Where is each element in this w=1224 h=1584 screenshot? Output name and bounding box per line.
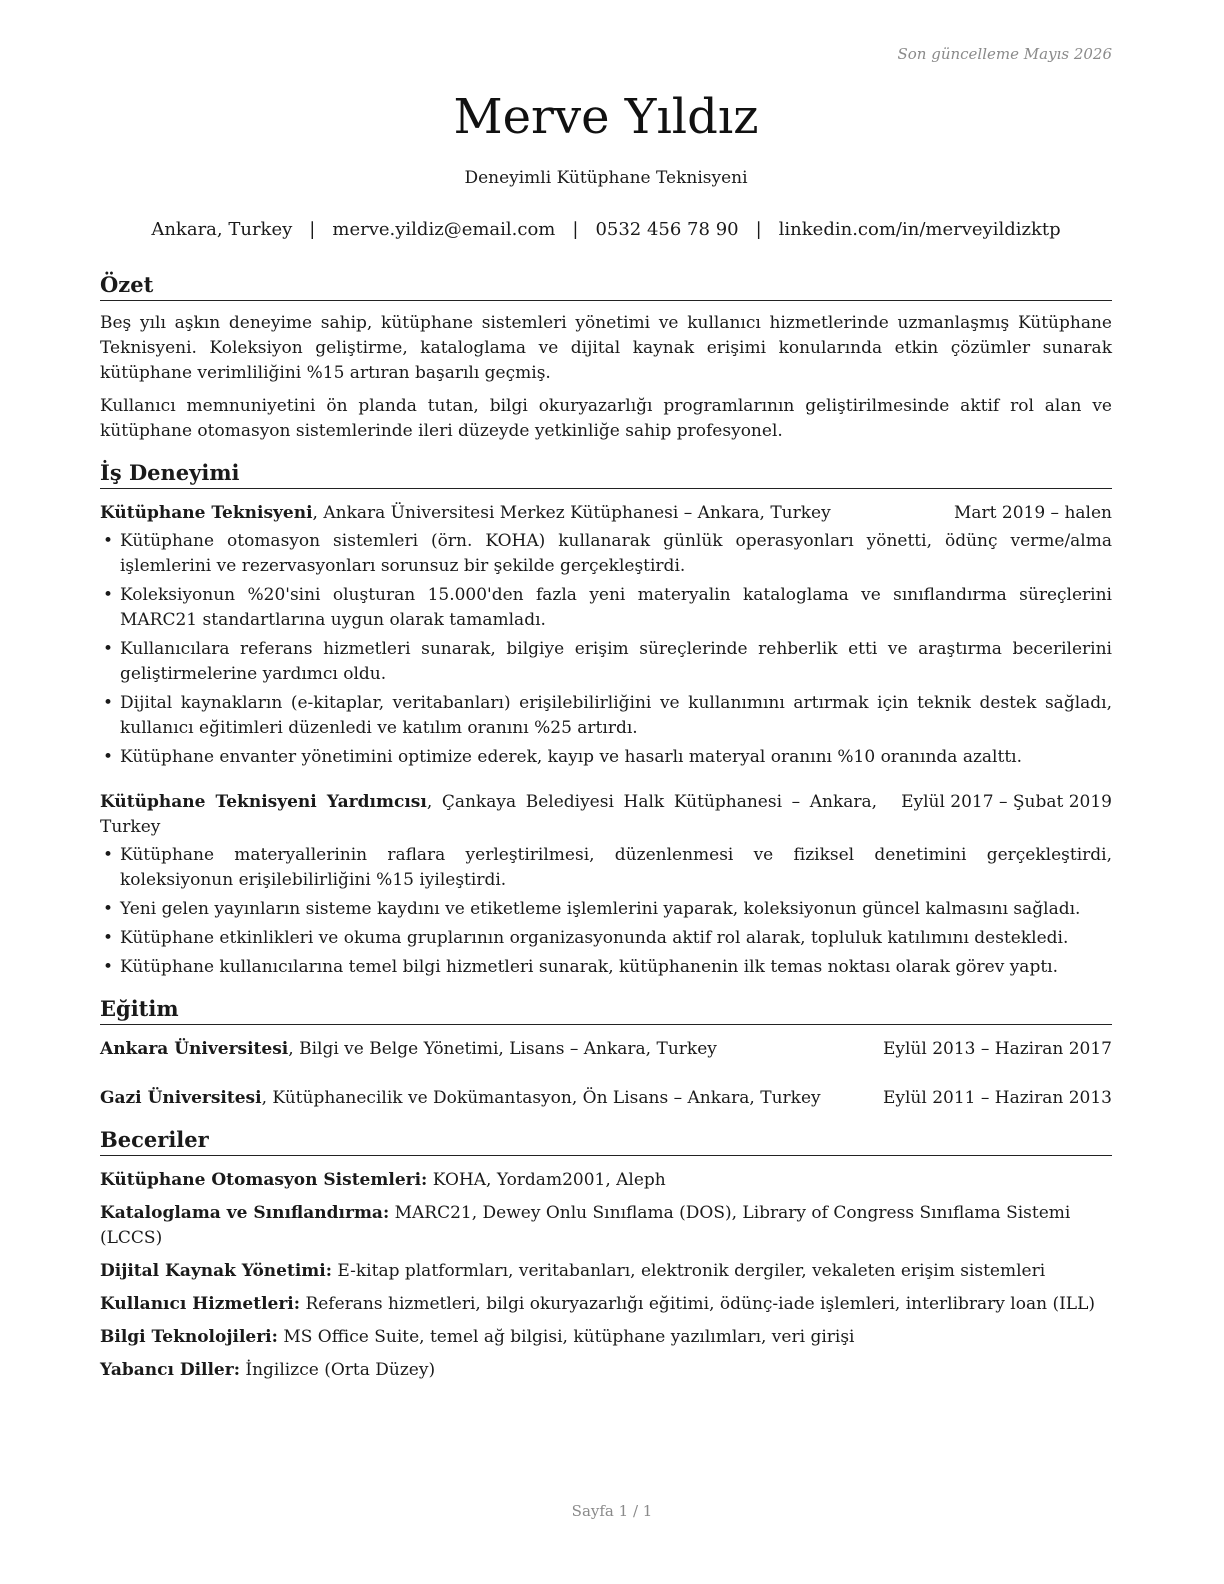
page-number: Sayfa 1 / 1	[571, 1502, 653, 1520]
skill-row	[100, 1292, 1112, 1317]
list-item: • Kütüphane etkinlikleri ve okuma gruplarının organizasyonunda aktif rol alarak, topluluk katılımını destekledi.	[100, 926, 1112, 951]
job-title-line	[100, 790, 901, 840]
job-organization: , Çankaya Belediyesi Halk Kütüphanesi – Ankara, Turkey	[100, 792, 878, 837]
last-updated: Son güncelleme Mayıs 2026	[897, 45, 1112, 63]
list-item: • Koleksiyonun %20'sini oluşturan 15.000'den fazla yeni materyalin kataloglama ve sınıflandırma süreçlerini MARC21 standartlarına uygun olarak tamamladı.	[100, 583, 1112, 633]
contact-line	[100, 219, 1112, 240]
skill-label: Kütüphane Otomasyon Sistemleri:	[100, 1170, 428, 1190]
job-dates: Eylül 2017 – Şubat 2019	[901, 792, 1112, 812]
education-dates: Eylül 2011 – Haziran 2013	[882, 1088, 1112, 1108]
skill-label: Bilgi Teknolojileri:	[100, 1327, 278, 1347]
skill-label: Kullanıcı Hizmetleri:	[100, 1294, 301, 1314]
skill-label: Yabancı Diller:	[100, 1360, 240, 1380]
section-title-summary: Özet	[100, 270, 1112, 301]
skill-row	[100, 1259, 1112, 1284]
education-detail: , Kütüphanecilik ve Dokümantasyon, Ön Lisans – Ankara, Turkey	[261, 1088, 821, 1108]
skill-value: İngilizce (Orta Düzey)	[239, 1360, 436, 1380]
job-bullets	[100, 843, 1112, 980]
list-item: • Dijital kaynakların (e-kitaplar, veritabanları) erişilebilirliğini ve kullanımını artırmak için teknik destek sağladı, kullanıcı eğitimleri düzenledi ve katılım oranını %25 artırdı.	[100, 691, 1112, 741]
list-item: • Kütüphane envanter yönetimini optimize ederek, kayıp ve hasarlı materyal oranını %10 oranında azalttı.	[100, 745, 1112, 770]
list-item: • Kütüphane kullanıcılarına temel bilgi hizmetleri sunarak, kütüphanenin ilk temas noktası olarak görev yaptı.	[100, 955, 1112, 980]
list-item: • Kullanıcılara referans hizmetleri sunarak, bilgiye erişim süreçlerinde rehberlik etti ve araştırma becerilerini geliştirmelerine yardımcı oldu.	[100, 637, 1112, 687]
contact-separator: |	[572, 219, 579, 240]
summary-paragraph: Kullanıcı memnuniyetini ön planda tutan, bilgi okuryazarlığı programlarının geliştirilmesinde aktif rol alan ve kütüphane otomasyon sistemlerinde ileri düzeyde yetkinliğe sahip profesyonel.	[100, 396, 1112, 441]
education-school: Ankara Üniversitesi	[100, 1039, 289, 1059]
section-title-skills: Beceriler	[100, 1125, 1112, 1156]
contact-separator: |	[309, 219, 316, 240]
job-header	[100, 790, 1112, 840]
list-item: • Yeni gelen yayınların sisteme kaydını ve etiketleme işlemlerini yaparak, koleksiyonun güncel kalmasını sağladı.	[100, 897, 1112, 922]
job-organization: , Ankara Üniversitesi Merkez Kütüphanesi – Ankara, Turkey	[312, 503, 831, 523]
education-row	[100, 1086, 1112, 1111]
skill-value: KOHA, Yordam2001, Aleph	[427, 1170, 666, 1190]
resume-body	[100, 270, 1112, 1383]
skill-label: Dijital Kaynak Yönetimi:	[100, 1261, 332, 1281]
section-title-experience: İş Deneyimi	[100, 458, 1112, 489]
contact-linkedin[interactable]: linkedin.com/in/merveyildizktp	[778, 219, 1061, 240]
skill-row	[100, 1358, 1112, 1383]
skill-value: MS Office Suite, temel ağ bilgisi, kütüphane yazılımları, veri girişi	[277, 1327, 855, 1347]
job-bullets	[100, 529, 1112, 770]
education-line	[100, 1037, 717, 1062]
candidate-name: Merve Yıldız	[453, 89, 759, 145]
skill-value: MARC21, Dewey Onlu Sınıflama (DOS), Library of Congress Sınıflama Sistemi (LCCS)	[100, 1203, 1071, 1248]
education-line	[100, 1086, 821, 1111]
contact-separator: |	[755, 219, 762, 240]
job-title-line	[100, 501, 954, 526]
skill-value: Referans hizmetleri, bilgi okuryazarlığı eğitimi, ödünç-iade işlemleri, interlibrary loan (ILL)	[300, 1294, 1096, 1314]
candidate-headline: Deneyimli Kütüphane Teknisyeni	[464, 168, 748, 188]
education-row	[100, 1037, 1112, 1062]
job-role: Kütüphane Teknisyeni	[100, 503, 313, 523]
list-item: • Kütüphane otomasyon sistemleri (örn. KOHA) kullanarak günlük operasyonları yönetti, ödünç verme/alma işlemlerini ve rezervasyonları sorunsuz bir şekilde gerçekleştirdi.	[100, 529, 1112, 579]
education-school: Gazi Üniversitesi	[100, 1088, 262, 1108]
list-item: • Kütüphane materyallerinin raflara yerleştirilmesi, düzenlenmesi ve fiziksel denetimini gerçekleştirdi, koleksiyonun erişilebilirliğini %15 iyileştirdi.	[100, 843, 1112, 893]
section-title-education: Eğitim	[100, 994, 1112, 1025]
job-header	[100, 501, 1112, 526]
education-detail: , Bilgi ve Belge Yönetimi, Lisans – Ankara, Turkey	[288, 1039, 717, 1059]
resume-page	[100, 0, 1112, 1584]
skill-row	[100, 1168, 1112, 1193]
summary-paragraph: Beş yılı aşkın deneyime sahip, kütüphane sistemleri yönetimi ve kullanıcı hizmetlerinde uzmanlaşmış Kütüphane Teknisyeni. Koleksiyon geliştirme, kataloglama ve dijital kaynak erişimi konularında etkin çözümler sunarak kütüphane verimliliğini %15 artıran başarılı geçmiş.	[100, 313, 1112, 383]
job-role: Kütüphane Teknisyeni Yardımcısı	[100, 792, 427, 812]
skill-row	[100, 1325, 1112, 1350]
skill-row	[100, 1201, 1112, 1251]
contact-phone: 0532 456 78 90	[595, 219, 739, 240]
contact-email[interactable]: merve.yildiz@email.com	[332, 219, 556, 240]
contact-location: Ankara, Turkey	[151, 219, 293, 240]
job-dates: Mart 2019 – halen	[953, 503, 1112, 523]
skill-value: E-kitap platformları, veritabanları, elektronik dergiler, vekaleten erişim sistemleri	[332, 1261, 1046, 1281]
skill-label: Kataloglama ve Sınıflandırma:	[100, 1203, 390, 1223]
education-dates: Eylül 2013 – Haziran 2017	[882, 1039, 1112, 1059]
